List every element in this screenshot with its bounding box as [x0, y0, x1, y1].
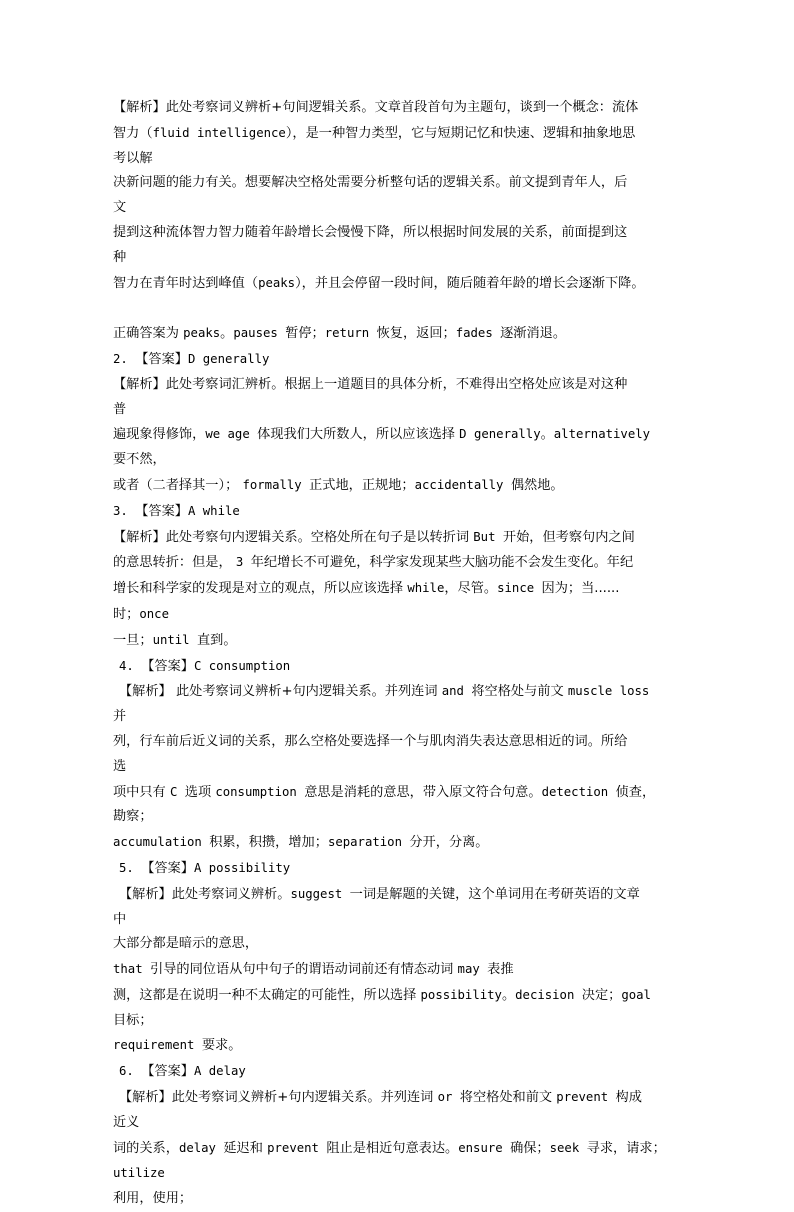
latin-run: 4. [119, 658, 142, 673]
document-line: 正确答案为 peaks。pauses 暂停；return 恢复，返回；fades 逐渐消退。 [113, 326, 567, 342]
latin-run: seek [549, 1140, 587, 1155]
document-line: 的意思转折：但是， 3 年纪增长不可避免，科学家发现某些大脑功能不会发生变化。年纪 [113, 555, 634, 571]
latin-run: until [152, 632, 197, 647]
latin-run: consumption [215, 784, 305, 799]
latin-run: detection [541, 784, 616, 799]
latin-run: requirement [113, 1038, 202, 1053]
document-line: 遍现象得修饰，we age 体现我们大所数人，所以应该选择 D generally。alternatively [113, 427, 651, 443]
document-line: 提到这种流体智力智力随着年龄增长会慢慢下降，所以根据时间发展的关系，前面提到这 [113, 224, 628, 240]
latin-run: utilize [113, 1166, 165, 1181]
document-line: 【解析】此处考察词义辨析+句间逻辑关系。文章首段首句为主题句，谈到一个概念：流体 [113, 100, 639, 115]
latin-run: fluid intelligence [152, 125, 286, 140]
document-line: 时；once [113, 606, 169, 622]
latin-run: 2. [113, 351, 136, 366]
document-line: 6. 【答案】A delay [119, 1064, 246, 1080]
document-line: requirement 要求。 [113, 1038, 242, 1054]
latin-run: and [441, 684, 472, 699]
latin-run: we age [205, 427, 258, 442]
document-line: 种 [113, 249, 127, 265]
latin-run: pauses [233, 326, 286, 341]
document-line: 测，这都是在说明一种不太确定的可能性，所以选择 possibility。decision 决定；goal [113, 987, 651, 1003]
latin-run: 3 [235, 555, 251, 570]
document-line: 勘察； [113, 809, 153, 825]
latin-run: accidentally [414, 477, 511, 492]
document-line: 【解析】此处考察词义辨析+句内逻辑关系。并列连词 or 将空格处和前文 prevent 构成 [119, 1090, 642, 1106]
document-line: 列，行车前后近义词的关系，那么空格处要选择一个与肌肉消失表达意思相近的词。所给 [113, 733, 628, 749]
latin-run: may [457, 962, 488, 977]
latin-run: D generally [459, 427, 541, 442]
document-line: 项中只有 C 选项 consumption 意思是消耗的意思，带入原文符合句意。detection 侦查， [113, 784, 656, 800]
document-line: 选 [113, 758, 127, 774]
document-line: 智力在青年时达到峰值（peaks），并且会停留一段时间，随后随着年龄的增长会逐渐下降。 [113, 275, 645, 291]
document-line: 【解析】此处考察句内逻辑关系。空格处所在句子是以转折词 But 开始，但考察句内之间 [113, 529, 635, 545]
latin-run: goal [621, 987, 651, 1002]
latin-run: that [113, 962, 151, 977]
latin-run: C [169, 784, 185, 799]
latin-run: 6. [119, 1064, 142, 1079]
latin-run: fades [455, 326, 501, 341]
document-line: 大部分都是暗示的意思， [113, 936, 259, 952]
latin-run: C consumption [193, 658, 291, 673]
document-line: 4. 【答案】C consumption [119, 658, 291, 674]
latin-run: delay [178, 1140, 224, 1155]
document-line: 增长和科学家的发现是对立的观点，所以应该选择 while，尽管。since 因为；当...... [113, 581, 620, 597]
latin-run: But [473, 529, 503, 544]
latin-run: A possibility [193, 860, 291, 875]
latin-run: A while [187, 503, 240, 518]
document-line: 3. 【答案】A while [113, 503, 240, 519]
latin-run: formally [242, 477, 310, 492]
document-line: 【解析】此处考察词义辨析。suggest 一词是解题的关键，这个单词用在考研英语的文章 [119, 886, 640, 902]
document-line: 决新问题的能力有关。想要解决空格处需要分析整句话的逻辑关系。前文提到青年人，后 [113, 175, 628, 191]
document-line: 或者（二者择其一）； formally 正式地，正规地；accidentally 偶然地。 [113, 477, 564, 493]
document-line: 目标； [113, 1012, 153, 1028]
latin-run: ensure [458, 1140, 511, 1155]
document-text-body [113, 96, 689, 1212]
latin-run: accumulation [113, 835, 210, 850]
latin-run: D generally [187, 351, 270, 366]
document-line: 词的关系，delay 延迟和 prevent 阻止是相近句意表达。ensure 确保；seek 寻求，请求； [113, 1140, 666, 1156]
document-line: accumulation 积累，积攒，增加；separation 分开，分离。 [113, 835, 489, 851]
latin-run: alternatively [553, 427, 651, 442]
latin-run: or [437, 1090, 460, 1105]
document-line: 一旦；until 直到。 [113, 632, 237, 648]
document-line: 中 [113, 911, 127, 927]
latin-run: since [497, 581, 542, 596]
latin-run: A delay [193, 1064, 246, 1079]
latin-run: 3. [113, 503, 136, 518]
document-line: 近义 [113, 1114, 140, 1130]
latin-run: suggest [290, 886, 350, 901]
latin-run: 5. [119, 860, 142, 875]
latin-run: separation [327, 835, 410, 850]
document-line: 5. 【答案】A possibility [119, 860, 291, 876]
document-line [113, 296, 689, 321]
document-line: 考以解 [113, 150, 153, 166]
latin-run: while [407, 581, 445, 596]
document-line: 【解析】 此处考察词义辨析+句内逻辑关系。并列连词 and 将空格处与前文 muscle loss [119, 684, 650, 700]
document-line: 利用，使用； [113, 1191, 193, 1207]
latin-run: prevent [267, 1140, 327, 1155]
document-line: 并 [113, 709, 127, 725]
latin-run: muscle loss [567, 684, 650, 699]
latin-run: prevent [556, 1090, 616, 1105]
latin-run: return [324, 326, 377, 341]
document-line: that 引导的同位语从句中句子的谓语动词前还有情态动词 may 表推 [113, 962, 514, 978]
latin-run: peaks [258, 275, 296, 290]
document-line: 智力（fluid intelligence），是一种智力类型，它与短期记忆和快速、逻辑和抽象地思 [113, 125, 636, 141]
document-line: 要不然， [113, 452, 166, 468]
document-line [113, 1161, 689, 1187]
document-line: 【解析】此处考察词汇辨析。根据上一道题目的具体分析，不难得出空格处应该是对这种 [113, 376, 628, 392]
document-line: 文 [113, 200, 127, 216]
document-line: 普 [113, 401, 127, 417]
latin-run: possibility [420, 987, 502, 1002]
latin-run: decision [515, 987, 582, 1002]
latin-run: peaks [183, 326, 221, 341]
document-line: 2. 【答案】D generally [113, 351, 270, 367]
latin-run: once [139, 606, 169, 621]
